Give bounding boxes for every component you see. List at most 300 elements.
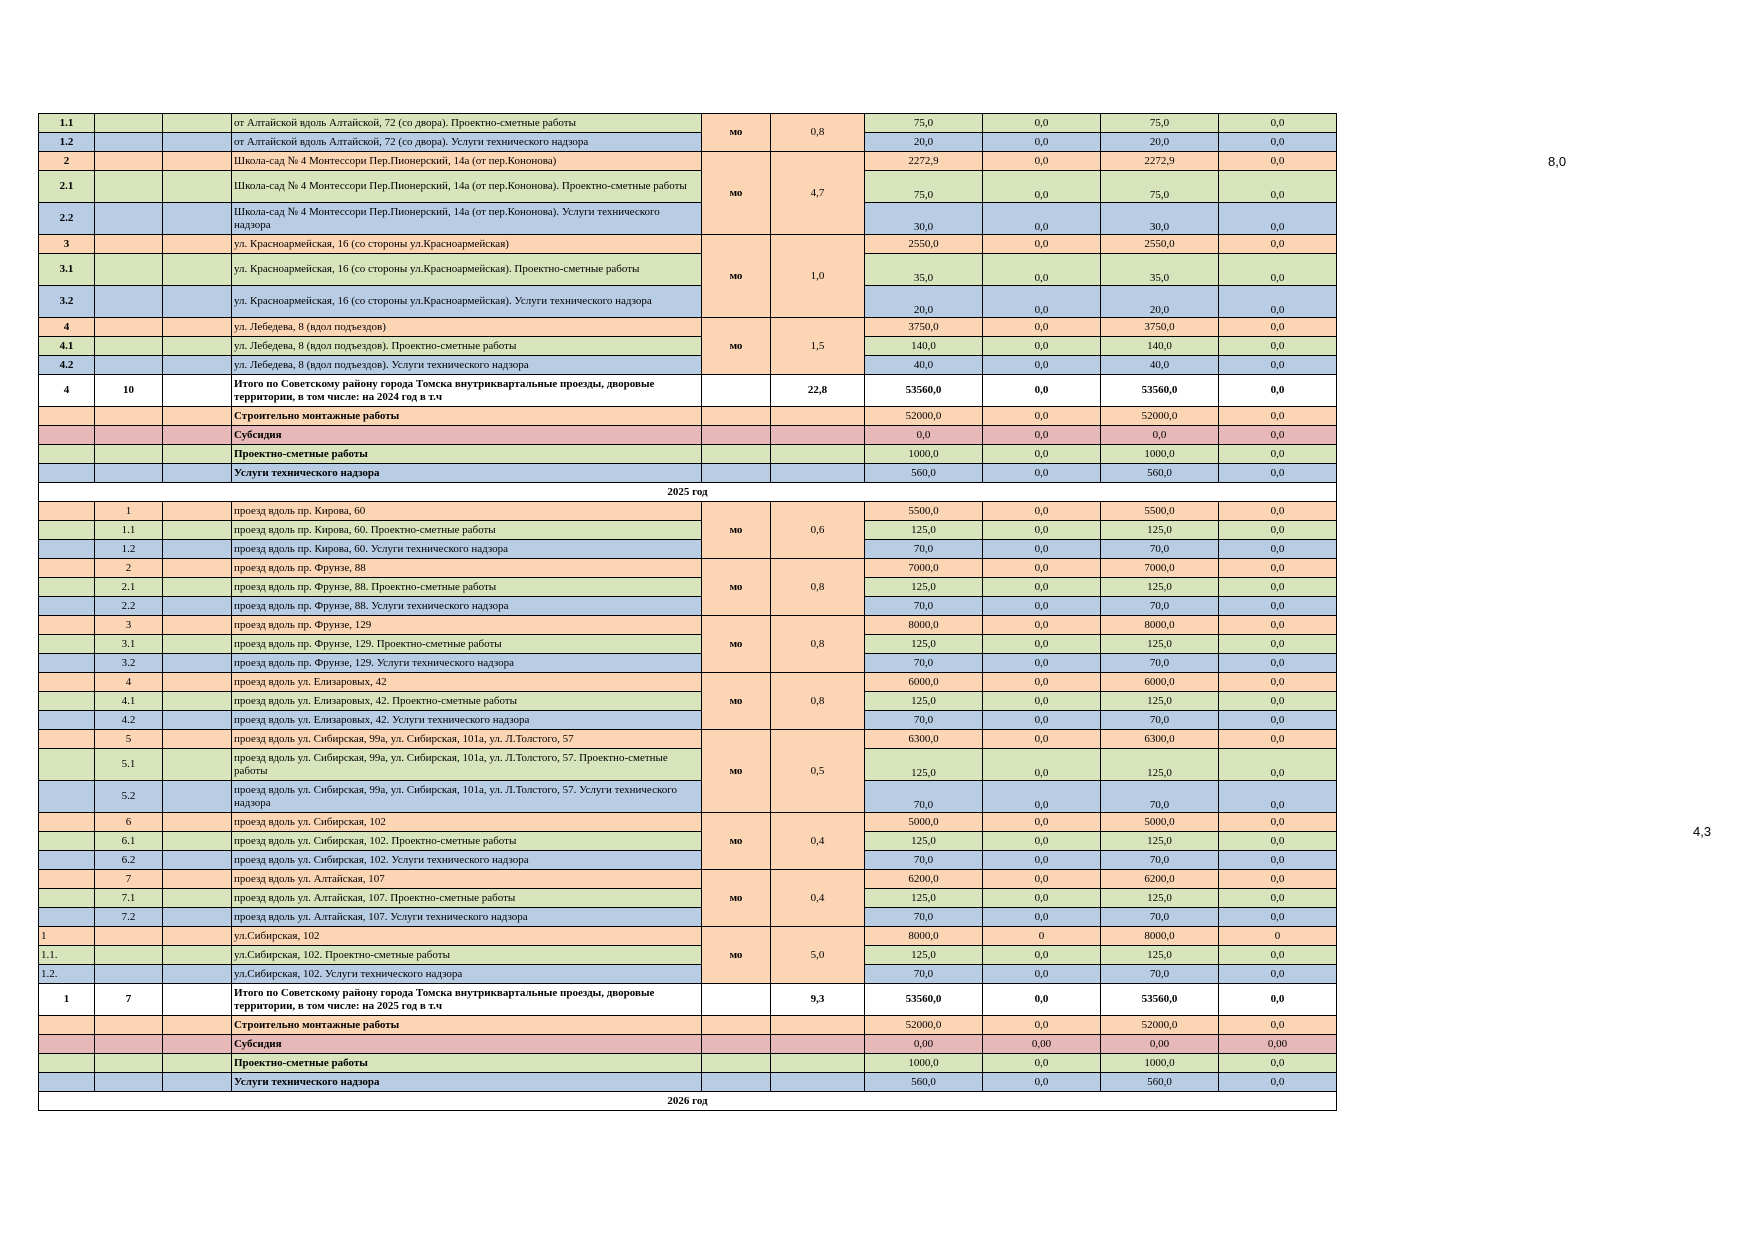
local-amount: 125,0	[1101, 635, 1219, 654]
unit	[702, 1035, 771, 1054]
object-name: ул. Лебедева, 8 (вдол подъездов)	[232, 318, 702, 337]
other-amount: 0,0	[1219, 152, 1337, 171]
row-number	[39, 781, 95, 813]
extra-number	[163, 1035, 232, 1054]
sub-number: 7	[95, 870, 163, 889]
federal-amount: 0,0	[983, 375, 1101, 407]
other-amount: 0,0	[1219, 635, 1337, 654]
federal-amount: 0,0	[983, 337, 1101, 356]
object-name: от Алтайской вдоль Алтайской, 72 (со двора). Услуги технического надзора	[232, 133, 702, 152]
total-amount: 0,00	[865, 1035, 983, 1054]
federal-amount: 0,0	[983, 559, 1101, 578]
extra-number	[163, 730, 232, 749]
extra-number	[163, 946, 232, 965]
local-amount: 75,0	[1101, 114, 1219, 133]
extra-number	[163, 851, 232, 870]
row-number	[39, 597, 95, 616]
other-amount: 0,0	[1219, 540, 1337, 559]
local-amount: 125,0	[1101, 749, 1219, 781]
local-amount: 70,0	[1101, 711, 1219, 730]
other-amount: 0,0	[1219, 375, 1337, 407]
federal-amount: 0,0	[983, 616, 1101, 635]
length: 0,8	[771, 559, 865, 616]
summary-row	[39, 1073, 1337, 1092]
unit	[702, 407, 771, 426]
row-number	[39, 813, 95, 832]
table-row	[39, 521, 1337, 540]
object-name: ул. Лебедева, 8 (вдол подъездов). Проектно-сметные работы	[232, 337, 702, 356]
extra-number	[163, 870, 232, 889]
summary-row	[39, 1016, 1337, 1035]
table-row	[39, 965, 1337, 984]
extra-number	[163, 133, 232, 152]
extra-number	[163, 781, 232, 813]
sub-number: 5.1	[95, 749, 163, 781]
federal-amount: 0,0	[983, 356, 1101, 375]
local-amount: 125,0	[1101, 521, 1219, 540]
table-body	[39, 114, 1337, 1111]
local-amount: 53560,0	[1101, 984, 1219, 1016]
unit: мо	[702, 673, 771, 730]
local-amount: 70,0	[1101, 781, 1219, 813]
local-amount: 20,0	[1101, 286, 1219, 318]
local-amount: 3750,0	[1101, 318, 1219, 337]
extra-number	[163, 673, 232, 692]
table-row	[39, 286, 1337, 318]
other-amount: 0,0	[1219, 203, 1337, 235]
unit: мо	[702, 152, 771, 235]
table-row	[39, 616, 1337, 635]
row-number	[39, 711, 95, 730]
summary-row	[39, 445, 1337, 464]
object-name: проезд вдоль пр. Фрунзе, 129. Проектно-сметные работы	[232, 635, 702, 654]
unit: мо	[702, 927, 771, 984]
extra-number	[163, 813, 232, 832]
row-number	[39, 559, 95, 578]
extra-number	[163, 445, 232, 464]
federal-amount: 0,0	[983, 597, 1101, 616]
federal-amount: 0,0	[983, 813, 1101, 832]
extra-number	[163, 375, 232, 407]
other-amount: 0,0	[1219, 407, 1337, 426]
local-amount: 70,0	[1101, 965, 1219, 984]
total-amount: 125,0	[865, 749, 983, 781]
total-amount: 8000,0	[865, 927, 983, 946]
sub-number	[95, 337, 163, 356]
row-number: 3	[39, 235, 95, 254]
length: 0,5	[771, 730, 865, 813]
sub-number	[95, 356, 163, 375]
other-amount: 0,0	[1219, 1054, 1337, 1073]
table-row	[39, 870, 1337, 889]
local-amount: 560,0	[1101, 1073, 1219, 1092]
length: 22,8	[771, 375, 865, 407]
other-amount: 0,0	[1219, 521, 1337, 540]
federal-amount: 0,0	[983, 114, 1101, 133]
sub-number: 4.1	[95, 692, 163, 711]
total-amount: 53560,0	[865, 984, 983, 1016]
unit: мо	[702, 813, 771, 870]
table-row	[39, 337, 1337, 356]
row-number: 4	[39, 318, 95, 337]
federal-amount: 0,0	[983, 781, 1101, 813]
sub-number: 6	[95, 813, 163, 832]
row-number	[39, 407, 95, 426]
row-number: 1.2	[39, 133, 95, 152]
year-header-row	[39, 483, 1337, 502]
length	[771, 1073, 865, 1092]
local-amount: 52000,0	[1101, 1016, 1219, 1035]
object-name: ул.Сибирская, 102	[232, 927, 702, 946]
federal-amount: 0,0	[983, 254, 1101, 286]
federal-amount: 0,0	[983, 578, 1101, 597]
object-name: Услуги технического надзора	[232, 1073, 702, 1092]
table-row	[39, 559, 1337, 578]
length	[771, 464, 865, 483]
extra-number	[163, 1016, 232, 1035]
extra-number	[163, 1054, 232, 1073]
total-amount: 0,0	[865, 426, 983, 445]
row-number: 3.1	[39, 254, 95, 286]
federal-amount: 0,0	[983, 152, 1101, 171]
local-amount: 1000,0	[1101, 445, 1219, 464]
object-name: проезд вдоль ул. Алтайская, 107. Услуги технического надзора	[232, 908, 702, 927]
year-header: 2026 год	[39, 1092, 1337, 1111]
sub-number	[95, 927, 163, 946]
total-amount: 5000,0	[865, 813, 983, 832]
sub-number: 3	[95, 616, 163, 635]
table-row	[39, 235, 1337, 254]
sub-number	[95, 1035, 163, 1054]
federal-amount: 0,0	[983, 908, 1101, 927]
length	[771, 445, 865, 464]
local-amount: 8000,0	[1101, 927, 1219, 946]
local-amount: 7000,0	[1101, 559, 1219, 578]
row-number	[39, 445, 95, 464]
local-amount: 125,0	[1101, 946, 1219, 965]
length	[771, 1016, 865, 1035]
summary-row	[39, 426, 1337, 445]
local-amount: 52000,0	[1101, 407, 1219, 426]
other-amount: 0,0	[1219, 711, 1337, 730]
object-name: ул. Красноармейская, 16 (со стороны ул.Красноармейская). Услуги технического надзора	[232, 286, 702, 318]
local-amount: 125,0	[1101, 578, 1219, 597]
row-number	[39, 749, 95, 781]
row-number: 4.2	[39, 356, 95, 375]
object-name: проезд вдоль пр. Фрунзе, 129	[232, 616, 702, 635]
total-amount: 40,0	[865, 356, 983, 375]
sub-number	[95, 171, 163, 203]
local-amount: 125,0	[1101, 889, 1219, 908]
other-amount: 0,0	[1219, 356, 1337, 375]
other-amount: 0,0	[1219, 984, 1337, 1016]
extra-number	[163, 616, 232, 635]
other-amount: 0,0	[1219, 908, 1337, 927]
other-amount: 0,0	[1219, 133, 1337, 152]
federal-amount: 0,0	[983, 203, 1101, 235]
other-amount: 0,0	[1219, 946, 1337, 965]
local-amount: 5000,0	[1101, 813, 1219, 832]
other-amount: 0,0	[1219, 654, 1337, 673]
row-number	[39, 502, 95, 521]
year-header-row	[39, 1092, 1337, 1111]
extra-number	[163, 426, 232, 445]
extra-number	[163, 318, 232, 337]
federal-amount: 0,0	[983, 965, 1101, 984]
federal-amount: 0,0	[983, 445, 1101, 464]
length: 0,8	[771, 616, 865, 673]
other-amount: 0,0	[1219, 445, 1337, 464]
budget-table	[38, 113, 1337, 1111]
object-name: проезд вдоль ул. Елизаровых, 42. Проектно-сметные работы	[232, 692, 702, 711]
length: 0,8	[771, 673, 865, 730]
federal-amount: 0,0	[983, 502, 1101, 521]
row-number: 1	[39, 927, 95, 946]
object-name: Услуги технического надзора	[232, 464, 702, 483]
sub-number	[95, 235, 163, 254]
total-amount: 20,0	[865, 133, 983, 152]
year-header: 2025 год	[39, 483, 1337, 502]
sub-number	[95, 203, 163, 235]
local-amount: 125,0	[1101, 832, 1219, 851]
total-amount: 2272,9	[865, 152, 983, 171]
other-amount: 0,0	[1219, 965, 1337, 984]
extra-number	[163, 407, 232, 426]
total-amount: 70,0	[865, 597, 983, 616]
extra-number	[163, 927, 232, 946]
unit: мо	[702, 318, 771, 375]
local-amount: 6300,0	[1101, 730, 1219, 749]
sub-number	[95, 464, 163, 483]
unit	[702, 375, 771, 407]
summary-row	[39, 1054, 1337, 1073]
sub-number: 2	[95, 559, 163, 578]
federal-amount: 0,0	[983, 318, 1101, 337]
row-number	[39, 464, 95, 483]
table-row	[39, 171, 1337, 203]
summary-row	[39, 464, 1337, 483]
row-number	[39, 673, 95, 692]
local-amount: 70,0	[1101, 851, 1219, 870]
federal-amount: 0,0	[983, 673, 1101, 692]
object-name: ул. Красноармейская, 16 (со стороны ул.Красноармейская)	[232, 235, 702, 254]
table-row	[39, 578, 1337, 597]
total-amount: 1000,0	[865, 445, 983, 464]
sub-number: 7.1	[95, 889, 163, 908]
other-amount: 0,0	[1219, 889, 1337, 908]
sub-number: 1.1	[95, 521, 163, 540]
length: 0,6	[771, 502, 865, 559]
extra-number	[163, 235, 232, 254]
length: 1,5	[771, 318, 865, 375]
total-amount: 125,0	[865, 692, 983, 711]
extra-number	[163, 1073, 232, 1092]
row-number	[39, 1054, 95, 1073]
local-amount: 0,00	[1101, 1035, 1219, 1054]
row-number: 3.2	[39, 286, 95, 318]
table-row	[39, 851, 1337, 870]
local-amount: 30,0	[1101, 203, 1219, 235]
row-number: 1.1.	[39, 946, 95, 965]
sub-number	[95, 286, 163, 318]
unit: мо	[702, 502, 771, 559]
other-amount: 0,0	[1219, 692, 1337, 711]
other-amount: 0,0	[1219, 749, 1337, 781]
table-row	[39, 946, 1337, 965]
table-row	[39, 203, 1337, 235]
sub-number	[95, 254, 163, 286]
extra-number	[163, 832, 232, 851]
table-row	[39, 152, 1337, 171]
sub-number: 4	[95, 673, 163, 692]
total-amount: 8000,0	[865, 616, 983, 635]
unit	[702, 1016, 771, 1035]
federal-amount: 0,0	[983, 692, 1101, 711]
other-amount: 0,0	[1219, 426, 1337, 445]
other-amount: 0,0	[1219, 832, 1337, 851]
sub-number: 6.2	[95, 851, 163, 870]
federal-amount: 0,0	[983, 286, 1101, 318]
local-amount: 8000,0	[1101, 616, 1219, 635]
length: 0,4	[771, 870, 865, 927]
total-amount: 140,0	[865, 337, 983, 356]
total-row	[39, 375, 1337, 407]
total-amount: 125,0	[865, 635, 983, 654]
object-name: проезд вдоль ул. Алтайская, 107. Проектно-сметные работы	[232, 889, 702, 908]
row-number: 4.1	[39, 337, 95, 356]
other-amount: 0,0	[1219, 559, 1337, 578]
other-amount: 0,0	[1219, 616, 1337, 635]
total-amount: 75,0	[865, 114, 983, 133]
total-amount: 30,0	[865, 203, 983, 235]
side-note-1: 8,0	[1548, 154, 1567, 169]
local-amount: 75,0	[1101, 171, 1219, 203]
other-amount: 0,0	[1219, 318, 1337, 337]
total-amount: 20,0	[865, 286, 983, 318]
object-name: Строительно монтажные работы	[232, 1016, 702, 1035]
row-number	[39, 1016, 95, 1035]
federal-amount: 0,00	[983, 1035, 1101, 1054]
unit: мо	[702, 870, 771, 927]
length	[771, 426, 865, 445]
object-name: Проектно-сметные работы	[232, 445, 702, 464]
object-name: ул.Сибирская, 102. Проектно-сметные работы	[232, 946, 702, 965]
sub-number	[95, 152, 163, 171]
total-amount: 6300,0	[865, 730, 983, 749]
row-number	[39, 540, 95, 559]
object-name: проезд вдоль пр. Фрунзе, 88. Услуги технического надзора	[232, 597, 702, 616]
local-amount: 53560,0	[1101, 375, 1219, 407]
extra-number	[163, 654, 232, 673]
object-name: проезд вдоль пр. Фрунзе, 129. Услуги технического надзора	[232, 654, 702, 673]
federal-amount: 0,0	[983, 521, 1101, 540]
unit: мо	[702, 114, 771, 152]
object-name: ул. Красноармейская, 16 (со стороны ул.Красноармейская). Проектно-сметные работы	[232, 254, 702, 286]
object-name: проезд вдоль ул. Елизаровых, 42. Услуги технического надзора	[232, 711, 702, 730]
total-amount: 6200,0	[865, 870, 983, 889]
extra-number	[163, 254, 232, 286]
length	[771, 1054, 865, 1073]
local-amount: 125,0	[1101, 692, 1219, 711]
sub-number	[95, 426, 163, 445]
federal-amount: 0,0	[983, 749, 1101, 781]
extra-number	[163, 502, 232, 521]
total-amount: 125,0	[865, 889, 983, 908]
row-number	[39, 654, 95, 673]
sub-number: 7.2	[95, 908, 163, 927]
local-amount: 2550,0	[1101, 235, 1219, 254]
sub-number: 1.2	[95, 540, 163, 559]
object-name: Школа-сад № 4 Монтессори Пер.Пионерский, 14а (от пер.Кононова)	[232, 152, 702, 171]
length: 5,0	[771, 927, 865, 984]
object-name: проезд вдоль пр. Кирова, 60. Услуги технического надзора	[232, 540, 702, 559]
length	[771, 1035, 865, 1054]
total-amount: 7000,0	[865, 559, 983, 578]
length: 0,4	[771, 813, 865, 870]
total-amount: 70,0	[865, 540, 983, 559]
other-amount: 0,0	[1219, 1016, 1337, 1035]
table-row	[39, 813, 1337, 832]
extra-number	[163, 692, 232, 711]
object-name: Школа-сад № 4 Монтессори Пер.Пионерский, 14а (от пер.Кононова). Проектно-сметные работы	[232, 171, 702, 203]
total-amount: 70,0	[865, 851, 983, 870]
federal-amount: 0,0	[983, 851, 1101, 870]
other-amount: 0,0	[1219, 337, 1337, 356]
table-row	[39, 540, 1337, 559]
total-amount: 75,0	[865, 171, 983, 203]
federal-amount: 0,0	[983, 133, 1101, 152]
federal-amount: 0,0	[983, 464, 1101, 483]
row-number	[39, 1073, 95, 1092]
row-number: 4	[39, 375, 95, 407]
row-number: 1.1	[39, 114, 95, 133]
local-amount: 40,0	[1101, 356, 1219, 375]
table-row	[39, 133, 1337, 152]
extra-number	[163, 521, 232, 540]
table-row	[39, 254, 1337, 286]
total-amount: 70,0	[865, 908, 983, 927]
local-amount: 1000,0	[1101, 1054, 1219, 1073]
other-amount: 0,0	[1219, 597, 1337, 616]
object-name: проезд вдоль ул. Сибирская, 99а, ул. Сибирская, 101а, ул. Л.Толстого, 57. Проектно-сметные работы	[232, 749, 702, 781]
federal-amount: 0,0	[983, 730, 1101, 749]
total-amount: 70,0	[865, 711, 983, 730]
federal-amount: 0,0	[983, 171, 1101, 203]
local-amount: 560,0	[1101, 464, 1219, 483]
total-amount: 3750,0	[865, 318, 983, 337]
local-amount: 20,0	[1101, 133, 1219, 152]
unit: мо	[702, 616, 771, 673]
sub-number	[95, 965, 163, 984]
other-amount: 0,0	[1219, 813, 1337, 832]
table-row	[39, 927, 1337, 946]
total-amount: 5500,0	[865, 502, 983, 521]
total-amount: 70,0	[865, 965, 983, 984]
row-number	[39, 889, 95, 908]
sub-number	[95, 114, 163, 133]
summary-row	[39, 1035, 1337, 1054]
federal-amount: 0,0	[983, 946, 1101, 965]
object-name: Строительно монтажные работы	[232, 407, 702, 426]
total-row	[39, 984, 1337, 1016]
other-amount: 0,0	[1219, 171, 1337, 203]
summary-row	[39, 407, 1337, 426]
sub-number	[95, 133, 163, 152]
other-amount: 0,0	[1219, 781, 1337, 813]
unit	[702, 445, 771, 464]
local-amount: 5500,0	[1101, 502, 1219, 521]
sub-number: 5	[95, 730, 163, 749]
